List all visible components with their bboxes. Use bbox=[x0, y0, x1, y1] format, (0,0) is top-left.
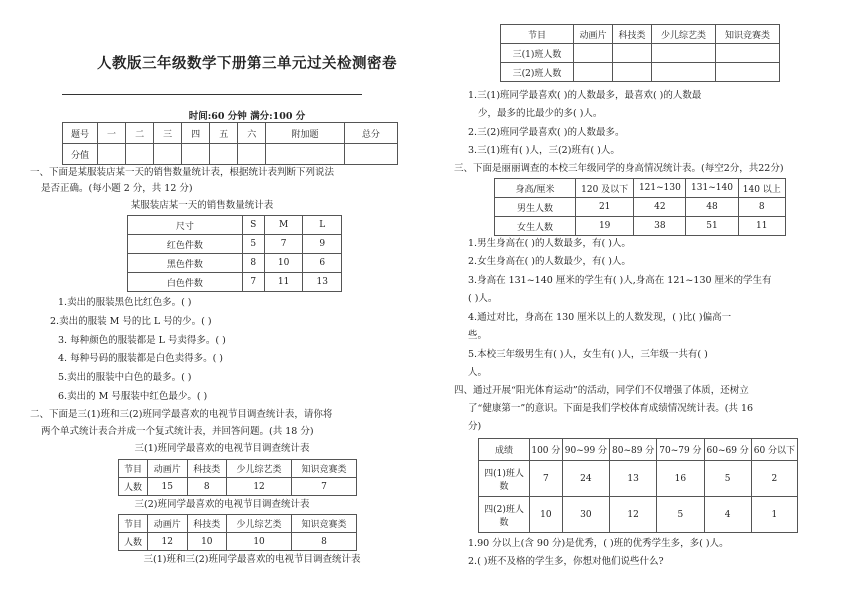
q3-item: ( )人。 bbox=[468, 293, 498, 304]
score-table-cell: 三 bbox=[154, 123, 182, 144]
q1-cell: 7 bbox=[242, 273, 264, 292]
score-table-blank bbox=[238, 144, 266, 165]
score-table-cell: 附加题 bbox=[266, 123, 344, 144]
page-title: 人教版三年级数学下册第三单元过关检测密卷 bbox=[97, 55, 397, 72]
q1-cell: 5 bbox=[242, 235, 264, 254]
q3-item: 5.本校三年级男生有( )人，女生有( )人，三年级一共有( ) bbox=[468, 349, 708, 360]
q1-cell: 11 bbox=[264, 273, 303, 292]
q2-heading-cont: 两个单式统计表合并成一个复式统计表，并回答问题。(共 18 分) bbox=[41, 426, 314, 437]
q2-t2-cell: 知识竞赛类 bbox=[292, 515, 357, 533]
q1-sales-table bbox=[127, 215, 342, 292]
q4-cell: 5 bbox=[704, 461, 751, 497]
q4-cell: 5 bbox=[657, 497, 704, 533]
q3-height-table bbox=[494, 178, 786, 236]
q2-t2-cell: 人数 bbox=[119, 533, 148, 551]
score-table-cell: 六 bbox=[238, 123, 266, 144]
q2-combined-table bbox=[500, 24, 780, 82]
q2-combined-blank bbox=[612, 63, 651, 82]
q1-item: 2.卖出的服装 M 号的比 L 号的少。( ) bbox=[50, 316, 212, 327]
score-table-cell: 题号 bbox=[63, 123, 98, 144]
q4-cell: 2 bbox=[751, 461, 797, 497]
q1-item: 4. 每种号码的服装都是白色卖得多。( ) bbox=[58, 353, 224, 364]
q2-combined-blank bbox=[651, 63, 715, 82]
q2-item: 1.三(1)班同学最喜欢( )的人数最多，最喜欢( )的人数最 bbox=[468, 90, 702, 101]
q1-cell: 白色件数 bbox=[128, 273, 243, 292]
q2-combined-blank bbox=[574, 63, 613, 82]
q2-class1-table bbox=[118, 459, 357, 496]
q1-cell: 红色件数 bbox=[128, 235, 243, 254]
q3-cell: 131~140 bbox=[686, 179, 738, 198]
q1-cell: 9 bbox=[303, 235, 342, 254]
q4-cell: 16 bbox=[657, 461, 704, 497]
q1-cell: 7 bbox=[264, 235, 303, 254]
q2-combined-cell: 少儿综艺类 bbox=[651, 25, 715, 44]
q2-combined-cell: 节目 bbox=[501, 25, 574, 44]
q2-class2-table bbox=[118, 514, 357, 551]
q3-item: 1.男生身高在( )的人数最多，有( )人。 bbox=[468, 238, 631, 249]
q2-t2-cell: 8 bbox=[292, 533, 357, 551]
score-table-blank bbox=[182, 144, 210, 165]
q3-cell: 38 bbox=[634, 217, 686, 236]
q2-heading: 二、下面是三(1)班和三(2)班同学最喜欢的电视节目调查统计表，请你将 bbox=[30, 409, 333, 420]
q2-combined-cell: 动画片 bbox=[574, 25, 613, 44]
q3-cell: 51 bbox=[686, 217, 738, 236]
q2-t2-cell: 科技类 bbox=[187, 515, 227, 533]
q3-cell: 8 bbox=[738, 198, 785, 217]
q1-item: 3. 每种颜色的服装都是 L 号卖得多。( ) bbox=[58, 335, 226, 346]
q1-cell: L bbox=[303, 216, 342, 235]
q2-t2-cell: 10 bbox=[187, 533, 227, 551]
q3-cell: 19 bbox=[576, 217, 634, 236]
q2-t2-cell: 动画片 bbox=[148, 515, 188, 533]
q3-item: 4.通过对比，身高在 130 厘米以上的人数发现，( )比( )偏高一 bbox=[468, 312, 732, 323]
q2-table1-title: 三(1)班同学最喜欢的电视节目调查统计表 bbox=[134, 443, 310, 454]
q4-header-cell: 90~99 分 bbox=[562, 439, 609, 461]
q1-cell: 10 bbox=[264, 254, 303, 273]
q2-t2-cell: 10 bbox=[227, 533, 292, 551]
q4-item: 2.( )班不及格的学生多，你想对他们说些什么? bbox=[468, 556, 664, 567]
q3-cell: 140 以上 bbox=[738, 179, 785, 198]
score-table-cell: 二 bbox=[126, 123, 154, 144]
q4-cell: 12 bbox=[610, 497, 657, 533]
q2-t2-cell: 少儿综艺类 bbox=[227, 515, 292, 533]
q4-cell: 30 bbox=[562, 497, 609, 533]
q3-cell: 42 bbox=[634, 198, 686, 217]
q3-item: 3.身高在 131~140 厘米的学生有( )人,身高在 121~130 厘米的学生有 bbox=[468, 275, 772, 286]
q2-combined-blank bbox=[651, 44, 715, 63]
score-table-blank bbox=[98, 144, 126, 165]
q2-t2-cell: 节目 bbox=[119, 515, 148, 533]
q2-combined-cell: 三(1)班人数 bbox=[501, 44, 574, 63]
q1-cell: 13 bbox=[303, 273, 342, 292]
score-table-blank bbox=[126, 144, 154, 165]
q4-header-cell: 80~89 分 bbox=[610, 439, 657, 461]
q3-cell: 121~130 bbox=[634, 179, 686, 198]
q2-combined-cell: 知识竞赛类 bbox=[715, 25, 779, 44]
q4-sports-table bbox=[478, 438, 798, 533]
q4-row-label-a: 四(2)班人 bbox=[484, 504, 524, 515]
q4-header-cell: 60 分以下 bbox=[751, 439, 797, 461]
q2-t1-cell: 知识竞赛类 bbox=[292, 460, 357, 478]
title-divider bbox=[62, 94, 362, 95]
score-table bbox=[62, 122, 398, 165]
q4-cell: 24 bbox=[562, 461, 609, 497]
q4-header-cell: 100 分 bbox=[530, 439, 563, 461]
q2-t1-cell: 15 bbox=[148, 478, 188, 496]
q4-heading-cont: 分) bbox=[468, 421, 482, 432]
q2-t1-cell: 8 bbox=[187, 478, 227, 496]
q1-cell: 6 bbox=[303, 254, 342, 273]
q2-combined-title: 三(1)班和三(2)班同学最喜欢的电视节目调查统计表 bbox=[143, 554, 361, 565]
q2-combined-blank bbox=[715, 63, 779, 82]
q2-combined-blank bbox=[574, 44, 613, 63]
q2-t1-cell: 7 bbox=[292, 478, 357, 496]
q4-header-cell: 成绩 bbox=[479, 439, 530, 461]
q3-cell: 身高/厘米 bbox=[495, 179, 576, 198]
q1-cell: S bbox=[242, 216, 264, 235]
q4-heading-cont: 了“健康第一”的意识。下面是我们学校体育成绩情况统计表。(共 16 bbox=[468, 403, 754, 414]
q2-t1-cell: 12 bbox=[227, 478, 292, 496]
q4-row-label bbox=[479, 497, 530, 533]
q3-cell: 女生人数 bbox=[495, 217, 576, 236]
q2-combined-blank bbox=[612, 44, 651, 63]
q4-cell: 10 bbox=[530, 497, 563, 533]
q2-t1-cell: 少儿综艺类 bbox=[227, 460, 292, 478]
q4-cell: 7 bbox=[530, 461, 563, 497]
q3-cell: 11 bbox=[738, 217, 785, 236]
q4-header-cell: 70~79 分 bbox=[657, 439, 704, 461]
score-table-cell: 分值 bbox=[63, 144, 98, 165]
q1-table-title: 某服装店某一天的销售数量统计表 bbox=[130, 200, 274, 211]
score-table-cell: 五 bbox=[210, 123, 238, 144]
q3-item: 2.女生身高在( )的人数最少，有( )人。 bbox=[468, 256, 631, 267]
score-table-blank bbox=[210, 144, 238, 165]
q1-item: 1.卖出的服装黑色比红色多。( ) bbox=[58, 297, 192, 308]
q2-item: 3.三(1)班有( )人，三(2)班有( )人。 bbox=[468, 145, 620, 156]
q2-combined-blank bbox=[715, 44, 779, 63]
q2-t1-cell: 节目 bbox=[119, 460, 148, 478]
score-table-cell: 一 bbox=[98, 123, 126, 144]
score-table-cell: 四 bbox=[182, 123, 210, 144]
q3-cell: 48 bbox=[686, 198, 738, 217]
q2-t1-cell: 科技类 bbox=[187, 460, 227, 478]
q2-combined-cell: 科技类 bbox=[612, 25, 651, 44]
q1-cell: 黑色件数 bbox=[128, 254, 243, 273]
q3-cell: 男生人数 bbox=[495, 198, 576, 217]
q1-heading-cont: 是否正确。(每小题 2 分，共 12 分) bbox=[41, 183, 193, 194]
q2-t1-cell: 人数 bbox=[119, 478, 148, 496]
q2-t1-cell: 动画片 bbox=[148, 460, 188, 478]
q4-row-label-b: 数 bbox=[499, 481, 509, 492]
q1-cell: 尺寸 bbox=[128, 216, 243, 235]
q4-row-label bbox=[479, 461, 530, 497]
q2-t2-cell: 12 bbox=[148, 533, 188, 551]
q1-item: 6.卖出的 M 号服装中红色最少。( ) bbox=[58, 391, 208, 402]
q4-cell: 13 bbox=[610, 461, 657, 497]
q3-cell: 120 及以下 bbox=[576, 179, 634, 198]
q4-cell: 1 bbox=[751, 497, 797, 533]
q1-cell: M bbox=[264, 216, 303, 235]
q3-cell: 21 bbox=[576, 198, 634, 217]
score-table-blank bbox=[154, 144, 182, 165]
q1-heading: 一、下面是某服装店某一天的销售数量统计表，根据统计表判断下列说法 bbox=[30, 167, 335, 178]
q1-item: 5.卖出的服装中白色的最多。( ) bbox=[58, 372, 192, 383]
q4-row-label-b: 数 bbox=[499, 517, 509, 528]
q2-item: 2.三(2)班同学最喜欢( )的人数最多。 bbox=[468, 127, 625, 138]
q3-item: 些。 bbox=[468, 330, 488, 341]
q3-heading: 三、下面是丽丽调查的本校三年级同学的身高情况统计表。(每空2分，共22分) bbox=[454, 163, 784, 174]
q4-header-cell: 60~69 分 bbox=[704, 439, 751, 461]
score-table-blank bbox=[344, 144, 397, 165]
q2-table2-title: 三(2)班同学最喜欢的电视节目调查统计表 bbox=[134, 499, 310, 510]
score-table-blank bbox=[266, 144, 344, 165]
q2-item: 少，最多的比最少的多( )人。 bbox=[478, 108, 603, 119]
score-table-cell: 总分 bbox=[344, 123, 397, 144]
q4-cell: 4 bbox=[704, 497, 751, 533]
q4-row-label-a: 四(1)班人 bbox=[484, 468, 524, 479]
q2-combined-cell: 三(2)班人数 bbox=[501, 63, 574, 82]
q1-cell: 8 bbox=[242, 254, 264, 273]
q4-heading: 四、通过开展“阳光体育运动”的活动，同学们不仅增强了体质，还树立 bbox=[454, 385, 749, 396]
time-score-line: 时间:60 分钟 满分:100 分 bbox=[188, 111, 306, 122]
q4-item: 1.90 分以上(含 90 分)是优秀，( )班的优秀学生多，多( )人。 bbox=[468, 538, 729, 549]
q3-item: 人。 bbox=[468, 367, 488, 378]
